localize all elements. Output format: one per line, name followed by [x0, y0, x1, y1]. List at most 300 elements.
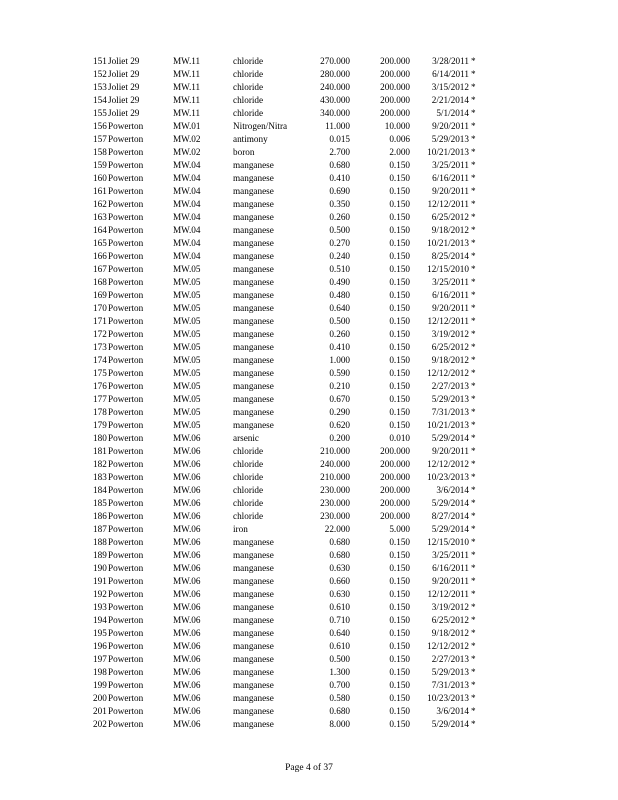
row-number: 199 [93, 680, 107, 690]
exceedance-flag: * [471, 303, 476, 313]
exceedance-flag: * [471, 121, 476, 131]
standard-value: 0.150 [389, 381, 410, 391]
standard-value: 0.150 [389, 329, 410, 339]
table-row [0, 211, 618, 224]
exceedance-flag: * [471, 550, 476, 560]
sample-date: 10/23/2013 [427, 693, 469, 703]
well-id: MW.06 [173, 459, 201, 469]
parameter: chloride [233, 511, 264, 521]
well-id: MW.06 [173, 667, 201, 677]
row-number: 164 [93, 225, 107, 235]
exceedance-flag: * [471, 680, 476, 690]
standard-value: 0.150 [389, 589, 410, 599]
well-id: MW.02 [173, 134, 201, 144]
well-id: MW.06 [173, 680, 201, 690]
site-name: Powerton [108, 641, 144, 651]
parameter: manganese [233, 329, 274, 339]
table-row [0, 497, 618, 510]
well-id: MW.05 [173, 368, 201, 378]
row-number: 186 [93, 511, 107, 521]
row-number: 191 [93, 576, 107, 586]
table-row [0, 276, 618, 289]
result-value: 0.500 [329, 316, 350, 326]
exceedance-flag: * [471, 238, 476, 248]
well-id: MW.11 [173, 108, 201, 118]
row-number: 178 [93, 407, 107, 417]
table-row [0, 419, 618, 432]
result-value: 0.680 [329, 537, 350, 547]
standard-value: 0.150 [389, 290, 410, 300]
row-number: 194 [93, 615, 107, 625]
sample-date: 9/18/2012 [431, 225, 469, 235]
table-row [0, 172, 618, 185]
well-id: MW.06 [173, 433, 201, 443]
exceedance-flag: * [471, 719, 476, 729]
standard-value: 0.150 [389, 667, 410, 677]
site-name: Powerton [108, 485, 144, 495]
standard-value: 0.150 [389, 680, 410, 690]
well-id: MW.04 [173, 225, 201, 235]
result-value: 0.500 [329, 654, 350, 664]
well-id: MW.04 [173, 212, 201, 222]
standard-value: 0.150 [389, 394, 410, 404]
site-name: Powerton [108, 420, 144, 430]
table-row [0, 484, 618, 497]
site-name: Powerton [108, 680, 144, 690]
row-number: 190 [93, 563, 107, 573]
site-name: Powerton [108, 394, 144, 404]
result-value: 0.690 [329, 186, 350, 196]
well-id: MW.05 [173, 381, 201, 391]
row-number: 198 [93, 667, 107, 677]
site-name: Powerton [108, 654, 144, 664]
exceedance-flag: * [471, 576, 476, 586]
parameter: chloride [233, 498, 264, 508]
exceedance-flag: * [471, 355, 476, 365]
parameter: manganese [233, 355, 274, 365]
result-value: 240.000 [320, 82, 350, 92]
parameter: manganese [233, 160, 274, 170]
exceedance-flag: * [471, 394, 476, 404]
standard-value: 0.010 [389, 433, 410, 443]
exceedance-flag: * [471, 524, 476, 534]
exceedance-flag: * [471, 706, 476, 716]
exceedance-flag: * [471, 446, 476, 456]
site-name: Powerton [108, 589, 144, 599]
table-row [0, 224, 618, 237]
well-id: MW.05 [173, 316, 201, 326]
parameter: manganese [233, 602, 274, 612]
sample-date: 5/29/2014 [431, 719, 469, 729]
result-value: 230.000 [320, 498, 350, 508]
well-id: MW.06 [173, 654, 201, 664]
sample-date: 3/6/2014 [436, 485, 469, 495]
standard-value: 0.150 [389, 719, 410, 729]
result-value: 0.410 [329, 173, 350, 183]
well-id: MW.04 [173, 173, 201, 183]
site-name: Powerton [108, 342, 144, 352]
row-number: 169 [93, 290, 107, 300]
site-name: Powerton [108, 576, 144, 586]
table-row [0, 458, 618, 471]
sample-date: 7/31/2013 [431, 680, 469, 690]
sample-date: 12/12/2012 [427, 641, 469, 651]
result-value: 0.290 [329, 407, 350, 417]
standard-value: 0.150 [389, 706, 410, 716]
site-name: Powerton [108, 693, 144, 703]
well-id: MW.04 [173, 186, 201, 196]
row-number: 179 [93, 420, 107, 430]
standard-value: 0.150 [389, 316, 410, 326]
sample-date: 8/27/2014 [431, 511, 469, 521]
table-row [0, 133, 618, 146]
site-name: Powerton [108, 407, 144, 417]
parameter: manganese [233, 251, 274, 261]
result-value: 11.000 [325, 121, 350, 131]
parameter: chloride [233, 82, 264, 92]
well-id: MW.05 [173, 394, 201, 404]
result-value: 210.000 [320, 446, 350, 456]
standard-value: 10.000 [384, 121, 410, 131]
site-name: Powerton [108, 498, 144, 508]
parameter: manganese [233, 537, 274, 547]
site-name: Powerton [108, 147, 144, 157]
result-value: 230.000 [320, 511, 350, 521]
standard-value: 200.000 [380, 459, 410, 469]
sample-date: 12/12/2012 [427, 459, 469, 469]
sample-date: 2/21/2014 [431, 95, 469, 105]
exceedance-flag: * [471, 563, 476, 573]
well-id: MW.04 [173, 238, 201, 248]
well-id: MW.05 [173, 329, 201, 339]
table-row [0, 562, 618, 575]
parameter: iron [233, 524, 248, 534]
table-row [0, 601, 618, 614]
well-id: MW.02 [173, 147, 201, 157]
result-value: 0.580 [329, 693, 350, 703]
parameter: manganese [233, 199, 274, 209]
parameter: manganese [233, 719, 274, 729]
parameter: manganese [233, 563, 274, 573]
well-id: MW.06 [173, 628, 201, 638]
sample-date: 12/15/2010 [427, 537, 469, 547]
row-number: 165 [93, 238, 107, 248]
standard-value: 0.150 [389, 654, 410, 664]
site-name: Joliet 29 [108, 56, 140, 66]
parameter: manganese [233, 277, 274, 287]
site-name: Powerton [108, 381, 144, 391]
table-row [0, 653, 618, 666]
row-number: 154 [93, 95, 107, 105]
result-value: 0.210 [329, 381, 350, 391]
sample-date: 10/21/2013 [427, 147, 469, 157]
site-name: Powerton [108, 160, 144, 170]
site-name: Powerton [108, 277, 144, 287]
sample-date: 10/21/2013 [427, 238, 469, 248]
parameter: antimony [233, 134, 268, 144]
parameter: manganese [233, 316, 274, 326]
site-name: Powerton [108, 251, 144, 261]
sample-date: 3/19/2012 [431, 602, 469, 612]
sample-date: 12/12/2011 [427, 199, 469, 209]
well-id: MW.05 [173, 407, 201, 417]
well-id: MW.06 [173, 511, 201, 521]
result-value: 0.590 [329, 368, 350, 378]
parameter: chloride [233, 446, 264, 456]
parameter: arsenic [233, 433, 260, 443]
table-row [0, 237, 618, 250]
table-row [0, 263, 618, 276]
site-name: Powerton [108, 550, 144, 560]
site-name: Powerton [108, 134, 144, 144]
site-name: Powerton [108, 225, 144, 235]
site-name: Powerton [108, 511, 144, 521]
exceedance-flag: * [471, 433, 476, 443]
sample-date: 3/19/2012 [431, 329, 469, 339]
standard-value: 0.150 [389, 550, 410, 560]
site-name: Powerton [108, 459, 144, 469]
row-number: 175 [93, 368, 107, 378]
result-value: 0.610 [329, 641, 350, 651]
table-row [0, 471, 618, 484]
result-value: 0.510 [329, 264, 350, 274]
standard-value: 0.150 [389, 615, 410, 625]
parameter: manganese [233, 680, 274, 690]
result-value: 0.660 [329, 576, 350, 586]
site-name: Powerton [108, 706, 144, 716]
row-number: 170 [93, 303, 107, 313]
sample-date: 3/15/2012 [431, 82, 469, 92]
result-value: 0.640 [329, 303, 350, 313]
row-number: 192 [93, 589, 107, 599]
sample-date: 9/18/2012 [431, 355, 469, 365]
table-row [0, 627, 618, 640]
row-number: 193 [93, 602, 107, 612]
standard-value: 0.150 [389, 199, 410, 209]
row-number: 168 [93, 277, 107, 287]
result-value: 0.630 [329, 563, 350, 573]
standard-value: 0.150 [389, 576, 410, 586]
exceedance-flag: * [471, 459, 476, 469]
row-number: 201 [93, 706, 107, 716]
row-number: 167 [93, 264, 107, 274]
standard-value: 200.000 [380, 56, 410, 66]
result-value: 0.710 [329, 615, 350, 625]
site-name: Powerton [108, 628, 144, 638]
row-number: 189 [93, 550, 107, 560]
exceedance-flag: * [471, 407, 476, 417]
exceedance-flag: * [471, 381, 476, 391]
exceedance-flag: * [471, 589, 476, 599]
parameter: chloride [233, 108, 264, 118]
exceedance-flag: * [471, 667, 476, 677]
well-id: MW.06 [173, 472, 201, 482]
exceedance-flag: * [471, 186, 476, 196]
well-id: MW.06 [173, 615, 201, 625]
parameter: chloride [233, 69, 264, 79]
site-name: Powerton [108, 446, 144, 456]
exceedance-flag: * [471, 368, 476, 378]
result-value: 0.500 [329, 225, 350, 235]
parameter: manganese [233, 667, 274, 677]
row-number: 162 [93, 199, 107, 209]
standard-value: 0.150 [389, 563, 410, 573]
standard-value: 0.150 [389, 264, 410, 274]
standard-value: 5.000 [389, 524, 410, 534]
parameter: manganese [233, 589, 274, 599]
standard-value: 0.150 [389, 420, 410, 430]
exceedance-flag: * [471, 147, 476, 157]
site-name: Powerton [108, 173, 144, 183]
row-number: 151 [93, 56, 107, 66]
well-id: MW.06 [173, 706, 201, 716]
site-name: Powerton [108, 199, 144, 209]
standard-value: 200.000 [380, 498, 410, 508]
parameter: chloride [233, 56, 264, 66]
table-row [0, 536, 618, 549]
row-number: 160 [93, 173, 107, 183]
well-id: MW.06 [173, 563, 201, 573]
table-row [0, 315, 618, 328]
result-value: 0.260 [329, 212, 350, 222]
sample-date: 7/31/2013 [431, 407, 469, 417]
standard-value: 200.000 [380, 108, 410, 118]
table-row [0, 692, 618, 705]
parameter: manganese [233, 628, 274, 638]
exceedance-flag: * [471, 199, 476, 209]
parameter: manganese [233, 420, 274, 430]
table-row [0, 510, 618, 523]
standard-value: 0.150 [389, 173, 410, 183]
site-name: Powerton [108, 355, 144, 365]
table-row [0, 705, 618, 718]
sample-date: 9/20/2011 [432, 576, 469, 586]
site-name: Joliet 29 [108, 69, 140, 79]
row-number: 152 [93, 69, 107, 79]
standard-value: 0.150 [389, 160, 410, 170]
result-value: 0.670 [329, 394, 350, 404]
site-name: Powerton [108, 433, 144, 443]
sample-date: 9/20/2011 [432, 303, 469, 313]
row-number: 185 [93, 498, 107, 508]
row-number: 155 [93, 108, 107, 118]
sample-date: 12/12/2011 [427, 589, 469, 599]
site-name: Powerton [108, 264, 144, 274]
site-name: Powerton [108, 316, 144, 326]
standard-value: 0.150 [389, 303, 410, 313]
row-number: 157 [93, 134, 107, 144]
exceedance-flag: * [471, 277, 476, 287]
site-name: Powerton [108, 472, 144, 482]
parameter: chloride [233, 95, 264, 105]
well-id: MW.06 [173, 498, 201, 508]
result-value: 430.000 [320, 95, 350, 105]
table-row [0, 198, 618, 211]
table-row [0, 185, 618, 198]
sample-date: 5/29/2013 [431, 134, 469, 144]
standard-value: 0.150 [389, 641, 410, 651]
sample-date: 6/25/2012 [431, 342, 469, 352]
sample-date: 12/12/2012 [427, 368, 469, 378]
data-table [0, 55, 618, 731]
row-number: 171 [93, 316, 107, 326]
sample-date: 9/18/2012 [431, 628, 469, 638]
site-name: Powerton [108, 368, 144, 378]
sample-date: 3/25/2011 [432, 160, 469, 170]
parameter: manganese [233, 706, 274, 716]
result-value: 0.490 [329, 277, 350, 287]
result-value: 0.610 [329, 602, 350, 612]
table-row [0, 81, 618, 94]
parameter: manganese [233, 615, 274, 625]
result-value: 0.410 [329, 342, 350, 352]
row-number: 173 [93, 342, 107, 352]
site-name: Powerton [108, 719, 144, 729]
result-value: 230.000 [320, 485, 350, 495]
parameter: chloride [233, 459, 264, 469]
standard-value: 0.150 [389, 342, 410, 352]
well-id: MW.06 [173, 719, 201, 729]
standard-value: 200.000 [380, 446, 410, 456]
table-row [0, 68, 618, 81]
result-value: 0.015 [329, 134, 350, 144]
result-value: 280.000 [320, 69, 350, 79]
sample-date: 10/21/2013 [427, 420, 469, 430]
result-value: 0.640 [329, 628, 350, 638]
site-name: Powerton [108, 238, 144, 248]
parameter: manganese [233, 407, 274, 417]
parameter: manganese [233, 303, 274, 313]
sample-date: 5/29/2014 [431, 498, 469, 508]
row-number: 166 [93, 251, 107, 261]
exceedance-flag: * [471, 342, 476, 352]
well-id: MW.11 [173, 56, 201, 66]
well-id: MW.06 [173, 550, 201, 560]
exceedance-flag: * [471, 251, 476, 261]
exceedance-flag: * [471, 420, 476, 430]
result-value: 0.700 [329, 680, 350, 690]
table-row [0, 302, 618, 315]
exceedance-flag: * [471, 173, 476, 183]
parameter: manganese [233, 394, 274, 404]
sample-date: 9/20/2011 [432, 121, 469, 131]
table-row [0, 328, 618, 341]
table-row [0, 120, 618, 133]
row-number: 183 [93, 472, 107, 482]
parameter: manganese [233, 381, 274, 391]
site-name: Powerton [108, 329, 144, 339]
well-id: MW.06 [173, 602, 201, 612]
site-name: Joliet 29 [108, 82, 140, 92]
parameter: manganese [233, 654, 274, 664]
standard-value: 0.150 [389, 212, 410, 222]
page-number: Page 4 of 37 [285, 763, 333, 773]
sample-date: 3/25/2011 [432, 277, 469, 287]
table-row [0, 250, 618, 263]
well-id: MW.06 [173, 524, 201, 534]
sample-date: 2/27/2013 [431, 381, 469, 391]
result-value: 0.680 [329, 706, 350, 716]
row-number: 158 [93, 147, 107, 157]
site-name: Powerton [108, 303, 144, 313]
exceedance-flag: * [471, 290, 476, 300]
result-value: 0.620 [329, 420, 350, 430]
result-value: 0.350 [329, 199, 350, 209]
result-value: 340.000 [320, 108, 350, 118]
sample-date: 6/16/2011 [432, 173, 469, 183]
row-number: 182 [93, 459, 107, 469]
row-number: 172 [93, 329, 107, 339]
